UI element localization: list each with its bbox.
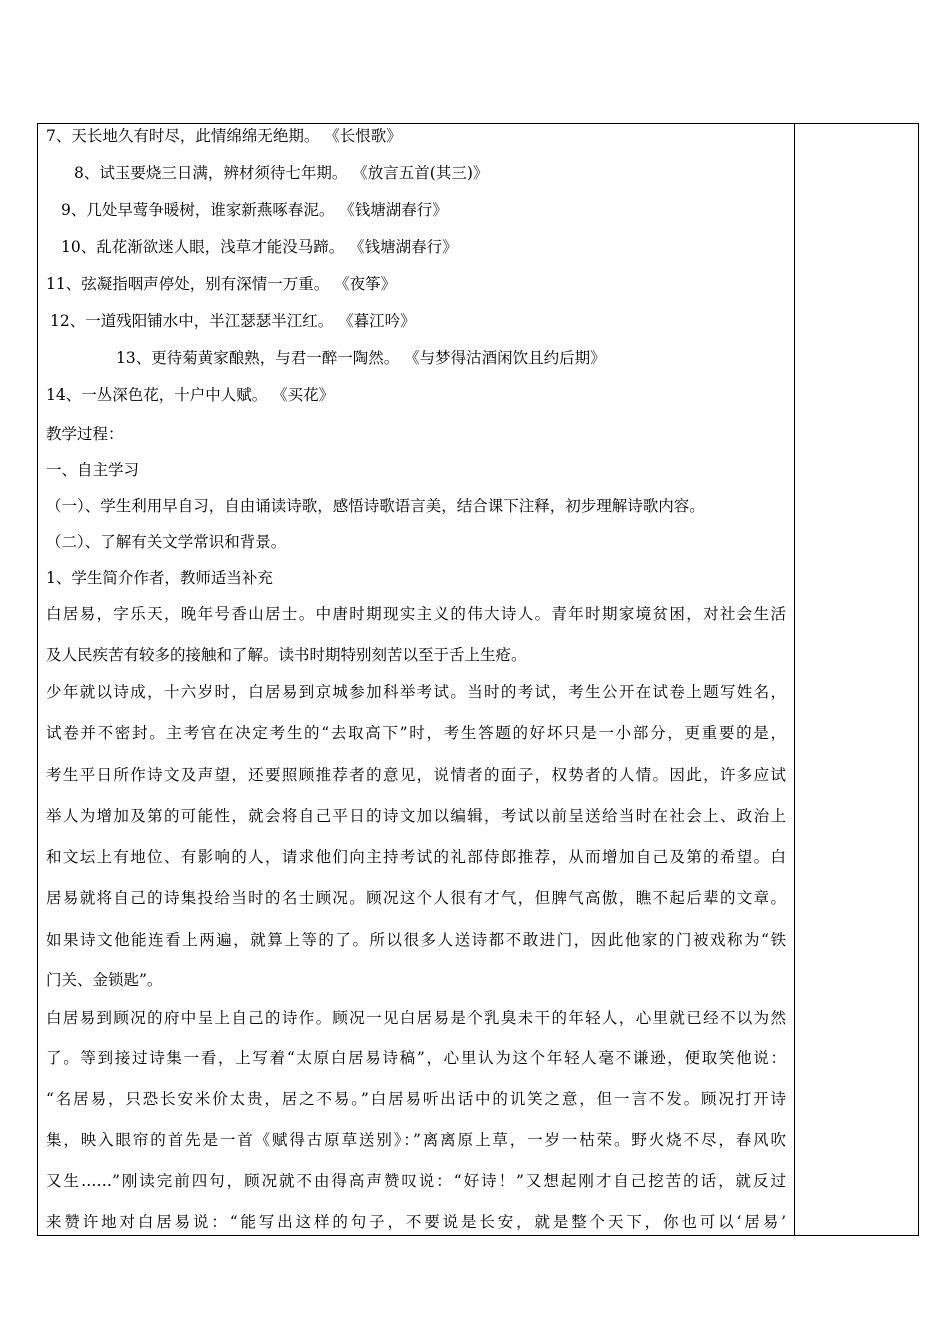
- poem-line-7: 7、天长地久有时尽，此情绵绵无绝期。 《长恨歌》: [46, 127, 402, 145]
- poem-line-11: 11、弦凝指咽声停处，别有深情一万重。 《夜筝》: [46, 275, 397, 293]
- paragraph-line: 门关、金锁匙”。: [46, 971, 163, 989]
- paragraph-line: 如果诗文他能连看上两遍，就算上等的了。所以很多人送诗都不敢进门，因此他家的门被戏称为“铁: [46, 931, 786, 949]
- paragraph-line: 考生平日所作诗文及声望，还要照顾推荐者的意见，说情者的面子，权势者的人情。因此，许多应试: [46, 766, 786, 784]
- author-intro-heading: 1、学生简介作者，教师适当补充: [46, 569, 273, 587]
- paragraph-line: 集，映入眼帘的首先是一首《赋得古原草送别》：”离离原上草，一岁一枯荣。野火烧不尽，春风吹: [46, 1131, 786, 1149]
- poem-line-12: 12、一道残阳铺水中，半江瑟瑟半江红。 《暮江吟》: [50, 312, 416, 330]
- step-one: （一）、学生利用早自习，自由诵读诗歌，感悟诗歌语言美，结合课下注释，初步理解诗歌内容。: [46, 497, 705, 515]
- paragraph-line: 又生……”刚读完前四句，顾况就不由得高声赞叹说：“好诗！”又想起刚才自己挖苦的话，就反过: [46, 1172, 786, 1190]
- table-column-divider: [794, 123, 795, 1236]
- paragraph-line: 举人为增加及第的可能性，就会将自己平日的诗文加以编辑，考试以前呈送给当时在社会上、政治上: [46, 807, 786, 825]
- poem-line-10: 10、乱花渐欲迷人眼，浅草才能没马蹄。 《钱塘湖春行》: [61, 238, 458, 256]
- paragraph-line: 白居易，字乐天，晚年号香山居士。中唐时期现实主义的伟大诗人。青年时期家境贫困，对社会生活: [46, 605, 786, 623]
- paragraph-line: 试卷并不密封。主考官在决定考生的“去取高下”时，考生答题的好坏只是一小部分，更重要的是，: [46, 724, 786, 742]
- section-heading-process: 教学过程：: [46, 425, 124, 443]
- paragraph-line: 了。等到接过诗集一看，上写着“太原白居易诗稿”，心里认为这个年轻人毫不谦逊，便取笑他说：: [46, 1049, 786, 1067]
- paragraph-line: 和文坛上有地位、有影响的人，请求他们向主持考试的礼部侍郎推荐，从而增加自己及第的希望。白: [46, 848, 786, 866]
- paragraph-line: 白居易到顾况的府中呈上自己的诗作。顾况一见白居易是个乳臭未干的年轻人，心里就已经不以为然: [46, 1009, 786, 1027]
- step-two: （二）、了解有关文学常识和背景。: [46, 533, 287, 551]
- paragraph-line: 及人民疾苦有较多的接触和了解。读书时期特别刻苦以至于舌上生疮。: [46, 646, 527, 664]
- paragraph-line: 少年就以诗成，十六岁时，白居易到京城参加科举考试。当时的考试，考生公开在试卷上题写姓名，: [46, 683, 786, 701]
- poem-line-13: 13、更待菊黄家酿熟，与君一醉一陶然。 《与梦得沽酒闲饮且约后期》: [116, 349, 606, 367]
- poem-line-8: 8、试玉要烧三日满，辨材须待七年期。 《放言五首(其三)》: [74, 164, 489, 182]
- paragraph-line: “名居易，只恐长安米价太贵，居之不易。”白居易听出话中的讥笑之意，但一言不发。顾况打开诗: [46, 1090, 786, 1108]
- poem-line-9: 9、几处早莺争暖树，谁家新燕啄春泥。 《钱塘湖春行》: [61, 201, 448, 219]
- section-heading-self-study: 一、自主学习: [46, 461, 140, 479]
- paragraph-line: 居易就将自己的诗集投给当时的名士顾况。顾况这个人很有才气，但脾气高傲，瞧不起后辈的文章。: [46, 889, 786, 907]
- poem-line-14: 14、一丛深色花，十户中人赋。 《买花》: [46, 386, 335, 404]
- paragraph-line: 来赞许地对白居易说：“能写出这样的句子，不要说是长安，就是整个天下，你也可以‘居易’: [46, 1213, 786, 1231]
